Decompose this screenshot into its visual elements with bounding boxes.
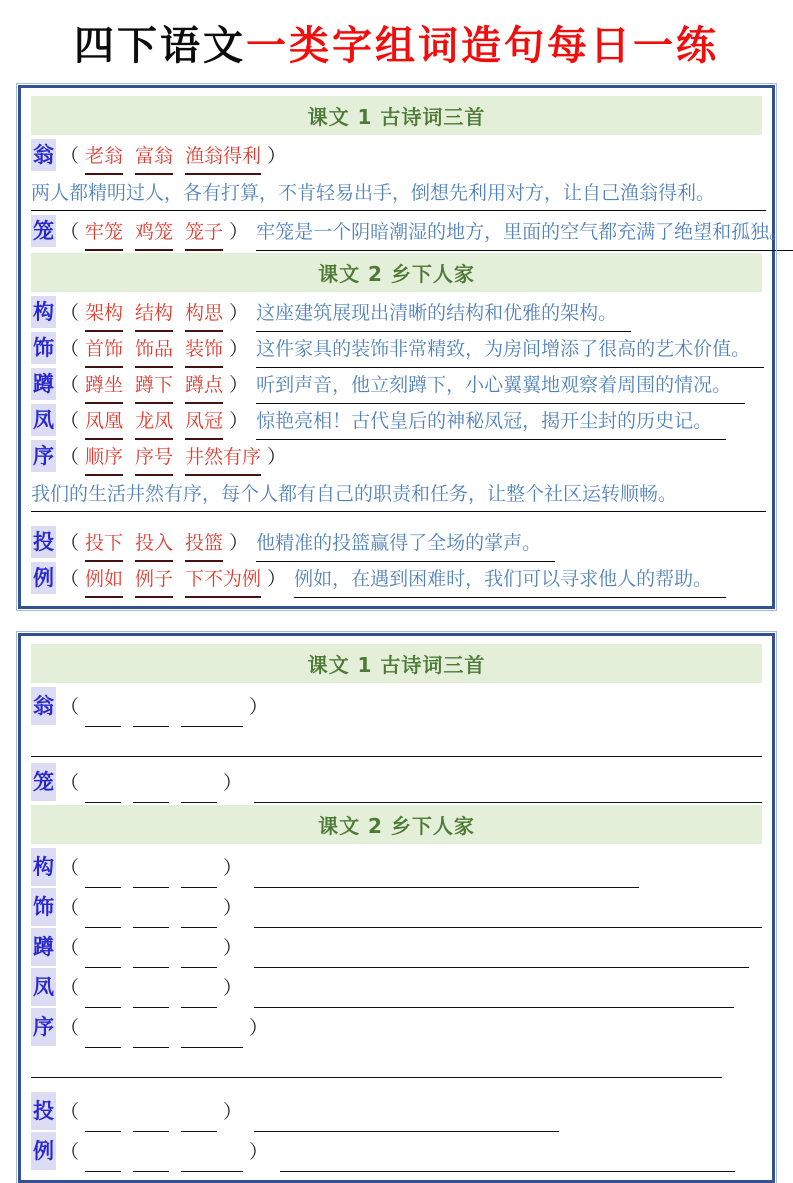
paren-open: （ — [60, 857, 80, 879]
word: 老翁 — [85, 140, 123, 175]
head-char: 凤 — [31, 968, 56, 1006]
paren-open: （ — [60, 374, 80, 396]
practice-row — [29, 687, 764, 727]
head-char: 序 — [31, 1008, 56, 1046]
paren-close: ） — [229, 532, 249, 554]
word-blank — [181, 785, 217, 803]
sentence: 惊艳亮相！古代皇后的神秘凤冠，揭开尘封的历史记。 — [256, 405, 726, 440]
paren-open: （ — [60, 696, 80, 718]
head-char: 笼 — [31, 215, 56, 247]
paren-open: （ — [60, 772, 80, 794]
head-char: 饰 — [31, 332, 56, 364]
paren-close: ） — [229, 410, 249, 432]
head-char: 翁 — [31, 139, 56, 171]
head-char: 构 — [31, 848, 56, 886]
practice-row — [29, 763, 764, 803]
sentence-blank-line — [254, 785, 762, 803]
paren-close: ） — [229, 221, 249, 243]
word: 龙凤 — [135, 405, 173, 440]
word-blank — [181, 910, 217, 928]
paren-open: （ — [60, 1101, 80, 1123]
word-blank — [133, 785, 169, 803]
paren-open: （ — [60, 568, 80, 590]
word-blank — [181, 1154, 243, 1172]
word: 饰品 — [135, 333, 173, 368]
head-char: 投 — [31, 1092, 56, 1130]
answer-sheet — [18, 85, 789, 609]
page-title — [0, 14, 793, 71]
paren-open: （ — [60, 1017, 80, 1039]
word-blank — [85, 1114, 121, 1132]
paren-close: ） — [229, 338, 249, 360]
head-char: 饰 — [31, 888, 56, 926]
entry-row — [29, 562, 764, 598]
section-header — [31, 96, 762, 135]
paren-close: ） — [223, 897, 243, 919]
paren-close: ） — [267, 568, 287, 590]
paren-open: （ — [60, 532, 80, 554]
word: 渔翁得利 — [185, 140, 261, 175]
practice-row — [29, 1008, 764, 1048]
sentence-blank-line — [254, 870, 639, 888]
head-char: 蹲 — [31, 928, 56, 966]
sentence: 牢笼是一个阴暗潮湿的地方，里面的空气都充满了绝望和孤独。 — [256, 216, 793, 251]
word: 蹲点 — [185, 369, 223, 404]
word: 首饰 — [85, 333, 123, 368]
word: 富翁 — [135, 140, 173, 175]
word-blank — [181, 870, 217, 888]
sentence-blank-line — [31, 727, 762, 757]
word: 投下 — [85, 527, 123, 562]
word-blank — [85, 990, 121, 1008]
paren-open: （ — [60, 221, 80, 243]
sentence: 例如，在遇到困难时，我们可以寻求他人的帮助。 — [294, 563, 726, 598]
sentence-blank-line — [254, 990, 734, 1008]
word: 例如 — [85, 563, 123, 598]
sentence-blank-line — [254, 1114, 559, 1132]
practice-row — [29, 848, 764, 888]
word-blank — [181, 990, 217, 1008]
word: 序号 — [135, 441, 173, 476]
paren-close: ） — [223, 857, 243, 879]
paren-close: ） — [249, 1017, 269, 1039]
paren-close: ） — [223, 977, 243, 999]
paren-close: ） — [223, 1101, 243, 1123]
head-char: 翁 — [31, 687, 56, 725]
entry-row — [29, 440, 764, 476]
practice-row — [29, 1132, 764, 1172]
paren-open: （ — [60, 1141, 80, 1163]
entry-row — [29, 404, 764, 440]
entry-row — [29, 368, 764, 404]
word-blank — [85, 950, 121, 968]
practice-row — [29, 968, 764, 1008]
section-header — [31, 805, 762, 844]
paren-close: ） — [267, 446, 287, 468]
sentence: 这座建筑展现出清晰的结构和优雅的架构。 — [256, 297, 631, 332]
paren-close: ） — [267, 145, 287, 167]
head-char: 构 — [31, 296, 56, 328]
sentence-blank-line — [31, 1048, 722, 1078]
word-blank — [85, 1154, 121, 1172]
sentence: 两人都精明过人，各有打算，不肯轻易出手，倒想先利用对方，让自己渔翁得利。 — [31, 177, 766, 211]
word-blank — [133, 1154, 169, 1172]
word-blank — [133, 1114, 169, 1132]
section-header-label: 课文 1 古诗词三首 — [307, 105, 486, 129]
word: 装饰 — [185, 333, 223, 368]
paren-open: （ — [60, 977, 80, 999]
word-blank — [85, 870, 121, 888]
sentence: 这件家具的装饰非常精致，为房间增添了很高的艺术价值。 — [256, 333, 764, 368]
word-blank — [133, 870, 169, 888]
paren-close: ） — [249, 1141, 269, 1163]
paren-open: （ — [60, 302, 80, 324]
head-char: 笼 — [31, 763, 56, 801]
paren-open: （ — [60, 446, 80, 468]
word-blank — [181, 950, 217, 968]
sentence-blank-line — [254, 910, 762, 928]
head-char: 例 — [31, 562, 56, 594]
entry-row — [29, 215, 789, 251]
title-highlight: 一类字组词造句每日一练 — [246, 23, 719, 68]
section-header — [31, 644, 762, 683]
word-blank — [181, 1030, 243, 1048]
paren-open: （ — [60, 338, 80, 360]
paren-close: ） — [229, 302, 249, 324]
word: 鸡笼 — [135, 216, 173, 251]
word: 构思 — [185, 297, 223, 332]
practice-row — [29, 1092, 764, 1132]
word-blank — [85, 1030, 121, 1048]
head-char: 蹲 — [31, 368, 56, 400]
word: 结构 — [135, 297, 173, 332]
sentence-blank-line — [254, 950, 749, 968]
sentence: 我们的生活井然有序，每个人都有自己的职责和任务，让整个社区运转顺畅。 — [31, 478, 766, 512]
paren-open: （ — [60, 410, 80, 432]
head-char: 例 — [31, 1132, 56, 1170]
paren-close: ） — [223, 937, 243, 959]
word-blank — [133, 990, 169, 1008]
practice-row — [29, 928, 764, 968]
word: 凤凰 — [85, 405, 123, 440]
word: 架构 — [85, 297, 123, 332]
entry-row — [29, 332, 764, 368]
word: 蹲坐 — [85, 369, 123, 404]
word-blank — [85, 709, 121, 727]
paren-close: ） — [229, 374, 249, 396]
sentence-blank-line — [280, 1154, 735, 1172]
head-char: 投 — [31, 526, 56, 558]
word-blank — [85, 910, 121, 928]
word: 下不为例 — [185, 563, 261, 598]
paren-open: （ — [60, 897, 80, 919]
practice-sheet — [18, 633, 775, 1183]
paren-close: ） — [249, 696, 269, 718]
paren-close: ） — [223, 772, 243, 794]
head-char: 凤 — [31, 404, 56, 436]
entry-row — [29, 139, 764, 175]
word-blank — [133, 1030, 169, 1048]
sentence: 听到声音，他立刻蹲下，小心翼翼地观察着周围的情况。 — [256, 369, 745, 404]
word: 蹲下 — [135, 369, 173, 404]
entry-row — [29, 526, 764, 562]
word-blank — [181, 709, 243, 727]
word: 井然有序 — [185, 441, 261, 476]
word-blank — [85, 785, 121, 803]
word: 投入 — [135, 527, 173, 562]
word-blank — [133, 950, 169, 968]
head-char: 序 — [31, 440, 56, 472]
entry-row — [29, 296, 764, 332]
section-header-label: 课文 2 乡下人家 — [318, 262, 475, 286]
word: 投篮 — [185, 527, 223, 562]
title-prefix: 四下语文 — [74, 23, 246, 68]
word: 凤冠 — [185, 405, 223, 440]
paren-open: （ — [60, 937, 80, 959]
sentence: 他精准的投篮赢得了全场的掌声。 — [256, 527, 555, 562]
word-blank — [181, 1114, 217, 1132]
word-blank — [133, 910, 169, 928]
word: 顺序 — [85, 441, 123, 476]
word: 笼子 — [185, 216, 223, 251]
word: 牢笼 — [85, 216, 123, 251]
section-header — [31, 253, 762, 292]
practice-row — [29, 888, 764, 928]
section-header-label: 课文 1 古诗词三首 — [307, 653, 486, 677]
word-blank — [133, 709, 169, 727]
section-header-label: 课文 2 乡下人家 — [318, 814, 475, 838]
word: 例子 — [135, 563, 173, 598]
paren-open: （ — [60, 145, 80, 167]
